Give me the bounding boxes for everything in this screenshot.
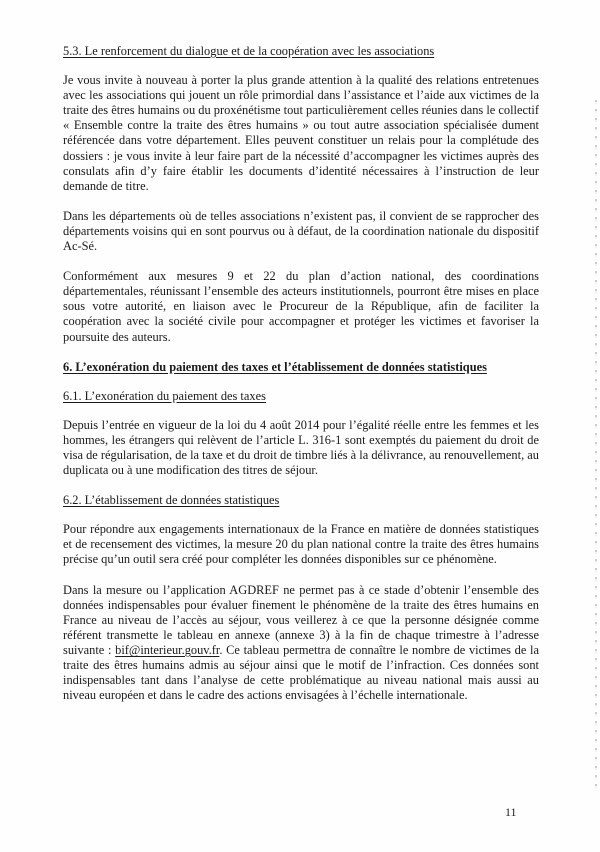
- paragraph-associations-invite: Je vous invite à nouveau à porter la plus grande attention à la qualité des relations entretenues avec les associations qui jouent un rôle primordial dans l’assistance et l’aide aux victimes de la traite des êtres humains ou du proxénétisme tout particulièrement celles réunies dans le collectif « Ensemble contre la traite des êtres humains » ou tout autre association spécialisée dument référencée dans votre département. Elles peuvent constituer un relais pour la complétude des dossiers : je vous invite à leur faire part de la nécessité d’accompagner les victimes auprès des consulats afin d’y faire établir les documents d’identité nécessaires à l’instruction de leur demande de titre.: [63, 73, 539, 193]
- paragraph-engagements-internationaux: Pour répondre aux engagements internationaux de la France en matière de données statistiques et de recensement des victimes, la mesure 20 du plan national contre la traite des êtres humains précise qu’un outil sera créé pour compléter les données disponibles sur ce phénomène.: [63, 522, 539, 567]
- page-number: 11: [505, 805, 517, 819]
- section-heading-6-2: 6.2. L’établissement de données statistiques: [63, 493, 280, 508]
- paragraph-agdref-text-before: Dans la mesure ou l’application AGDREF ne permet pas à ce stade d’obtenir l’ensemble des données indispensables pour évaluer finement le phénomène de la traite des êtres humains en France au niveau de l’accès au séjour, vous veillerez à ce que la personne désignée comme référent transmette le tableau en annexe (annexe 3) à la fin de chaque trimestre à l’adresse suivante :: [63, 582, 539, 657]
- paragraph-departements-voisins: Dans les départements où de telles associations n’existent pas, il convient de se rapprocher des départements voisins qui en sont pourvus ou à défaut, de la coordination nationale du dispositif Ac-Sé.: [63, 208, 539, 254]
- section-heading-6: 6. L’exonération du paiement des taxes et l’établissement de données statistiques: [63, 359, 487, 374]
- paragraph-agdref-tableau: [63, 583, 539, 704]
- scan-artifact-edge: [595, 100, 597, 790]
- paragraph-agdref-text-after: . Ce tableau permettra de connaître le nombre de victimes de la traite des êtres humains admis au séjour ainsi que le motif de l’infraction. Ces données sont indispensables tant dans l’analyse de cette problématique au niveau national mais aussi au niveau européen et dans le cadre des actions envisagées à l’échelle internationale.: [63, 642, 540, 703]
- paragraph-exoneration-taxes: Depuis l’entrée en vigueur de la loi du 4 août 2014 pour l’égalité réelle entre les femmes et les hommes, les étrangers qui relèvent de l’article L. 316-1 sont exemptés du paiement du droit de visa de régularisation, de la taxe et du droit de timbre liés à la délivrance, au renouvellement, au duplicata ou à une modification des titres de séjour.: [63, 417, 539, 478]
- paragraph-coordinations-departementales: Conformément aux mesures 9 et 22 du plan d’action national, des coordinations départementales, réunissant l’ensemble des acteurs institutionnels, pourront être mises en place sous votre autorité, en liaison avec le Procureur de la République, afin de faciliter la coopération avec la société civile pour accompagner et protéger les victimes et favoriser la poursuite des auteurs.: [63, 269, 539, 344]
- section-heading-5-3: 5.3. Le renforcement du dialogue et de la coopération avec les associations: [63, 44, 435, 58]
- email-link[interactable]: bif@interieur.gouv.fr: [115, 642, 220, 657]
- page-content: [63, 44, 539, 718]
- section-heading-6-1: 6.1. L’exonération du paiement des taxes: [63, 388, 266, 403]
